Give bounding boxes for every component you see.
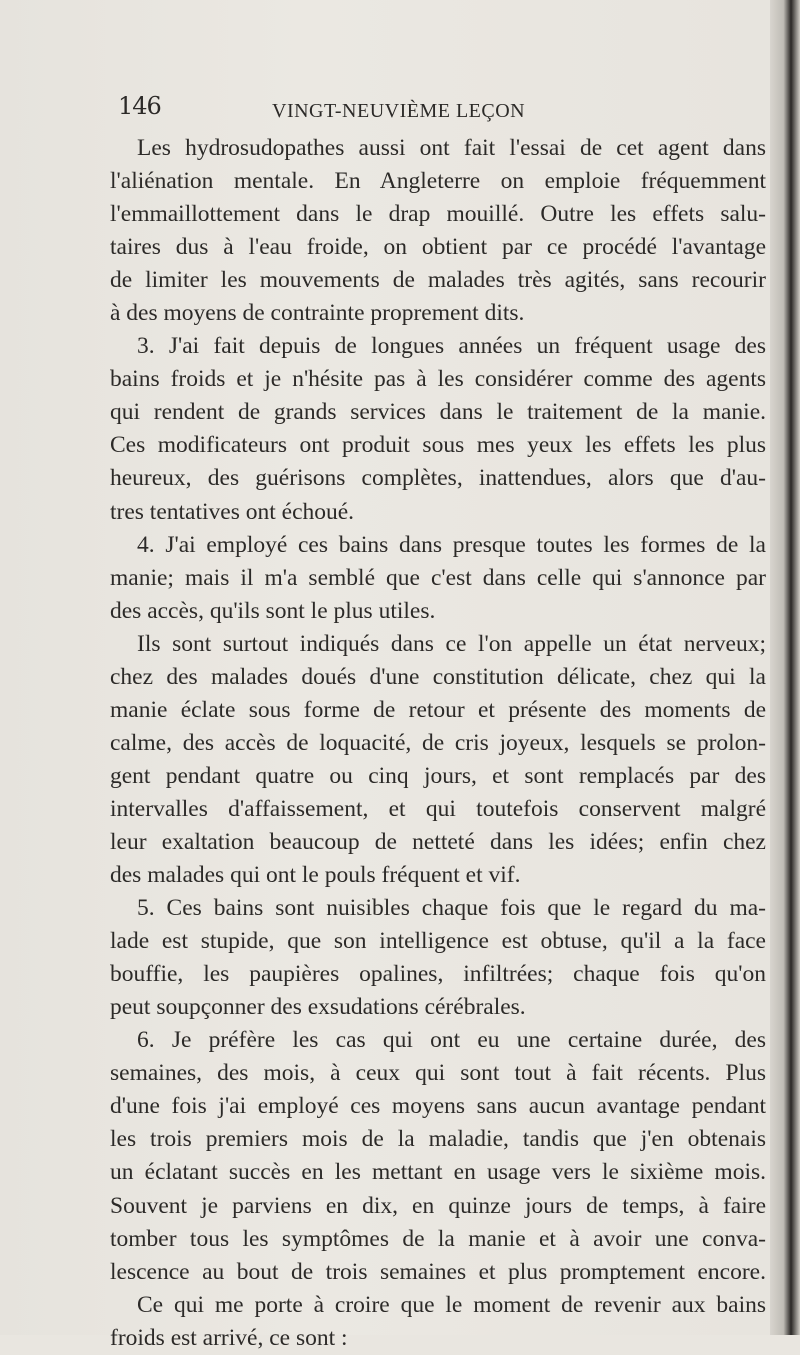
text-line: Souvent je parviens en dix, en quinze jours de temps, à faire (110, 1192, 766, 1219)
text-line: à des moyens de contrainte proprement dits. (110, 300, 525, 327)
text-line: Ces modificateurs ont produit sous mes yeux les effets les plus (110, 432, 766, 459)
text-line: tres tentatives ont échoué. (110, 498, 355, 525)
text-line: leur exaltation beaucoup de netteté dans les idées; enfin chez (110, 828, 766, 855)
text-line: manie; mais il m'a semblé que c'est dans celle qui s'annonce par (110, 564, 766, 591)
text-line: Les hydrosudopathes aussi ont fait l'essai de cet agent dans (137, 135, 766, 161)
text-line: lescence au bout de trois semaines et plus promptement encore. (110, 1258, 766, 1285)
text-line: des malades qui ont le pouls fréquent et vif. (110, 862, 521, 889)
body-text (110, 132, 766, 1355)
text-line: Ce qui me porte à croire que le moment de revenir aux bains (137, 1291, 766, 1318)
text-line: 5. Ces bains sont nuisibles chaque fois que le regard du ma- (137, 895, 766, 922)
text-line: un éclatant succès en les mettant en usage vers le sixième mois. (110, 1159, 766, 1186)
text-line: semaines, des mois, à ceux qui sont tout à fait récents. Plus (110, 1060, 766, 1087)
text-line: gent pendant quatre ou cinq jours, et sont remplacés par des (110, 762, 766, 789)
page-edge (770, 0, 800, 1335)
text-line: manie éclate sous forme de retour et présente des moments de (110, 696, 766, 723)
text-line: d'une fois j'ai employé ces moyens sans aucun avantage pendant (110, 1093, 766, 1120)
text-line: des accès, qu'ils sont le plus utiles. (110, 597, 436, 624)
text-line: 4. J'ai employé ces bains dans presque toutes les formes de la (137, 531, 766, 558)
text-line: chez des malades doués d'une constitution délicate, chez qui la (110, 663, 766, 690)
text-line: l'emmaillottement dans le drap mouillé. Outre les effets salu- (110, 201, 766, 228)
text-line: Ils sont surtout indiqués dans ce l'on appelle un état nerveux; (137, 630, 766, 657)
text-line: intervalles d'affaissement, et qui toutefois conservent malgré (110, 795, 766, 822)
text-line: bouffie, les paupières opalines, infiltrées; chaque fois qu'on (110, 961, 766, 988)
text-line: peut soupçonner des exsudations cérébrales. (110, 994, 526, 1021)
text-line: l'aliénation mentale. En Angleterre on emploie fréquemment (110, 168, 766, 195)
text-line: 3. J'ai fait depuis de longues années un fréquent usage des (137, 333, 766, 360)
text-line: de limiter les mouvements de malades très agités, sans recourir (110, 267, 766, 294)
text-line: 6. Je préfère les cas qui ont eu une certaine durée, des (137, 1027, 766, 1054)
page-header (0, 92, 770, 132)
text-line: qui rendent de grands services dans le traitement de la manie. (110, 399, 766, 426)
text-line: les trois premiers mois de la maladie, tandis que j'en obtenais (110, 1126, 766, 1153)
text-line: lade est stupide, que son intelligence est obtuse, qu'il a la face (110, 928, 766, 955)
text-line: heureux, des guérisons complètes, inattendues, alors que d'au- (110, 465, 766, 492)
running-head: VINGT-NEUVIÈME LEÇON (272, 100, 526, 122)
page-number: 146 (118, 92, 161, 120)
text-line: froids est arrivé, ce sont : (110, 1324, 348, 1351)
text-line: tomber tous les symptômes de la manie et à avoir une conva- (110, 1225, 766, 1252)
text-line: calme, des accès de loquacité, de cris joyeux, lesquels se prolon- (110, 729, 766, 756)
text-line: bains froids et je n'hésite pas à les considérer comme des agents (110, 366, 766, 393)
text-line: taires dus à l'eau froide, on obtient par ce procédé l'avantage (110, 234, 766, 261)
